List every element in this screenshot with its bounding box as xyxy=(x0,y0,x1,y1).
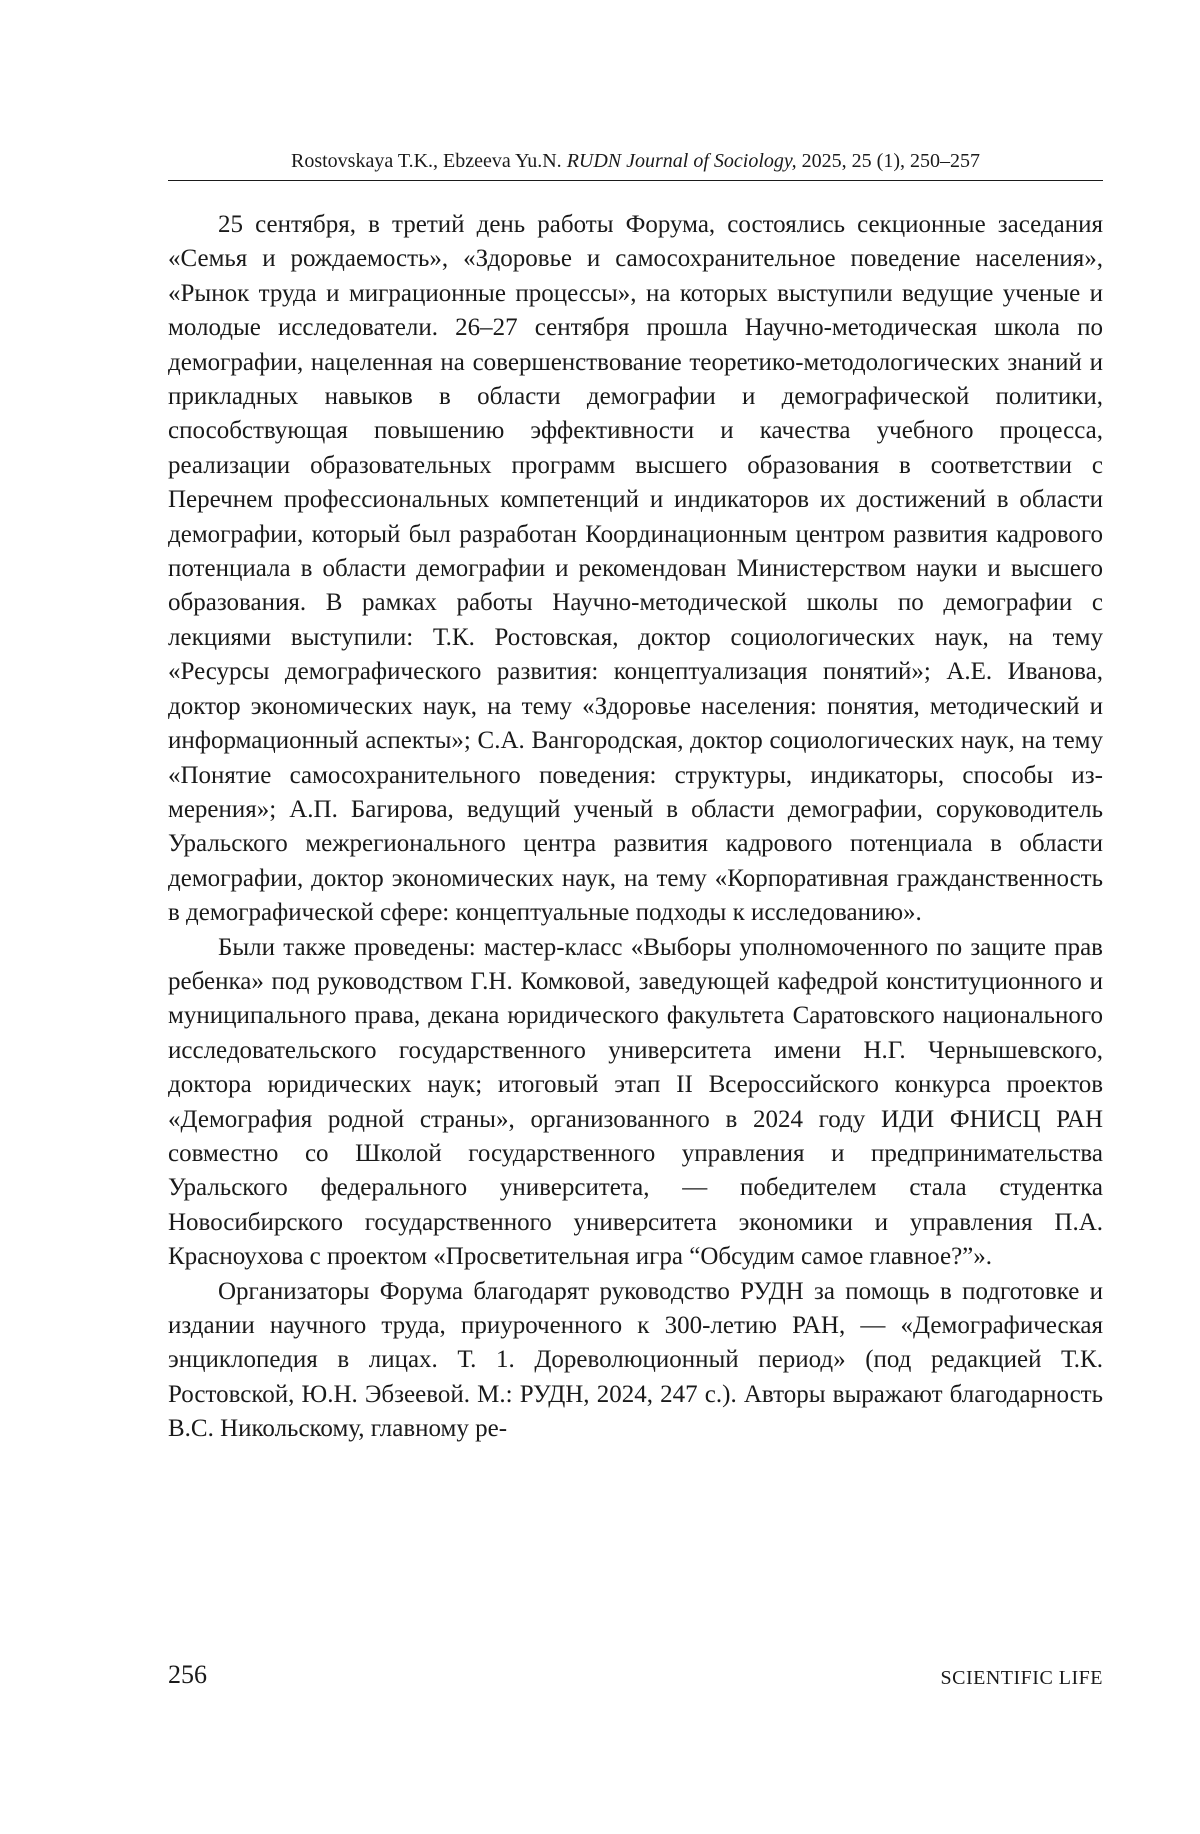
header-authors: Rostovskaya T.K., Ebzeeva Yu.N. xyxy=(291,150,562,172)
page-number: 256 xyxy=(168,1659,207,1691)
section-name: SCIENTIFIC LIFE xyxy=(941,1664,1104,1692)
header-issue: 2025, 25 (1), 250–257 xyxy=(802,150,980,172)
paragraph-master-class: Были также проведены: мастер-класс «Выборы уполномоченного по защите прав ребенка» под руководством Г.Н. Комковой, заведующей кафедрой конституционного и муниципального права, декана юриди­ческого факультета Саратовского национального исследовательского государственного университета имени Н.Г. Чернышевского, доктора юридических наук; итоговый этап II Всероссийского конкурса проектов «Демография родной страны», организованного в 2024 году ИДИ ФНИСЦ РАН совместно со Школой государственного управления и предприни­мательства Уральского федерального университета, — победителем ста­ла студентка Новосибирского государственного университета экономи­ки и управления П.А. Красноухова с проектом «Просветительная игра “Обсудим самое главное?”». xyxy=(168,931,1103,1275)
article-page xyxy=(0,0,1200,1834)
article-body xyxy=(168,208,1103,1447)
running-head xyxy=(168,146,1103,176)
header-rule xyxy=(168,180,1103,181)
header-journal: RUDN Journal of Sociology, xyxy=(567,150,797,172)
paragraph-forum-sessions: 25 сентября, в третий день работы Форума, состоялись секцион­ные заседания «Семья и рождаемость», «Здоровье и самосохранитель­ное поведение населения», «Рынок труда и миграционные процессы», на которых выступили ведущие ученые и молодые исследователи. 26–27 сентября прошла Научно-методическая школа по демографии, нацелен­ная на совершенствование теоретико-методологических знаний и при­кладных навыков в области демографии и демографической политики, способствующая повышению эффективности и качества учебного про­цесса, реализации образовательных программ высшего образования в соответствии с Перечнем профессиональных компетенций и индика­торов их достижений в области демографии, который был разработан Координационным центром развития кадрового потенциала в области демографии и рекомендован Министерством науки и высшего образо­вания. В рамках работы Научно-методической школы по демографии с лекциями выступили: Т.К. Ростовская, доктор социологических наук, на тему «Ресурсы демографического развития: концептуализация по­нятий»; А.Е. Иванова, доктор экономических наук, на тему «Здоровье населения: понятия, методический и информационный аспекты»; С.А. Вангородская, доктор социологических наук, на тему «Понятие самосохранительного поведения: структуры, индикаторы, способы из­мерения»; А.П. Багирова, ведущий ученый в области демографии, со­руководитель Уральского межрегионального центра развития кадро­вого потенциала в области демографии, доктор экономических наук, на тему «Корпоративная гражданственность в демографической сфере: концептуальные подходы к исследованию». xyxy=(168,208,1103,931)
paragraph-acknowledgements: Организаторы Форума благодарят руководство РУДН за помощь в подготовке и издании научного труда, приуроченного к 300-летию РАН, — «Демографическая энциклопедия в лицах. Т. 1. Дореволюционный период» (под редакцией Т.К. Ростовской, Ю.Н. Эбзеевой. М.: РУДН, 2024, 247 с.). Авторы выражают благодарность В.С. Никольскому, главному ре- xyxy=(168,1275,1103,1447)
